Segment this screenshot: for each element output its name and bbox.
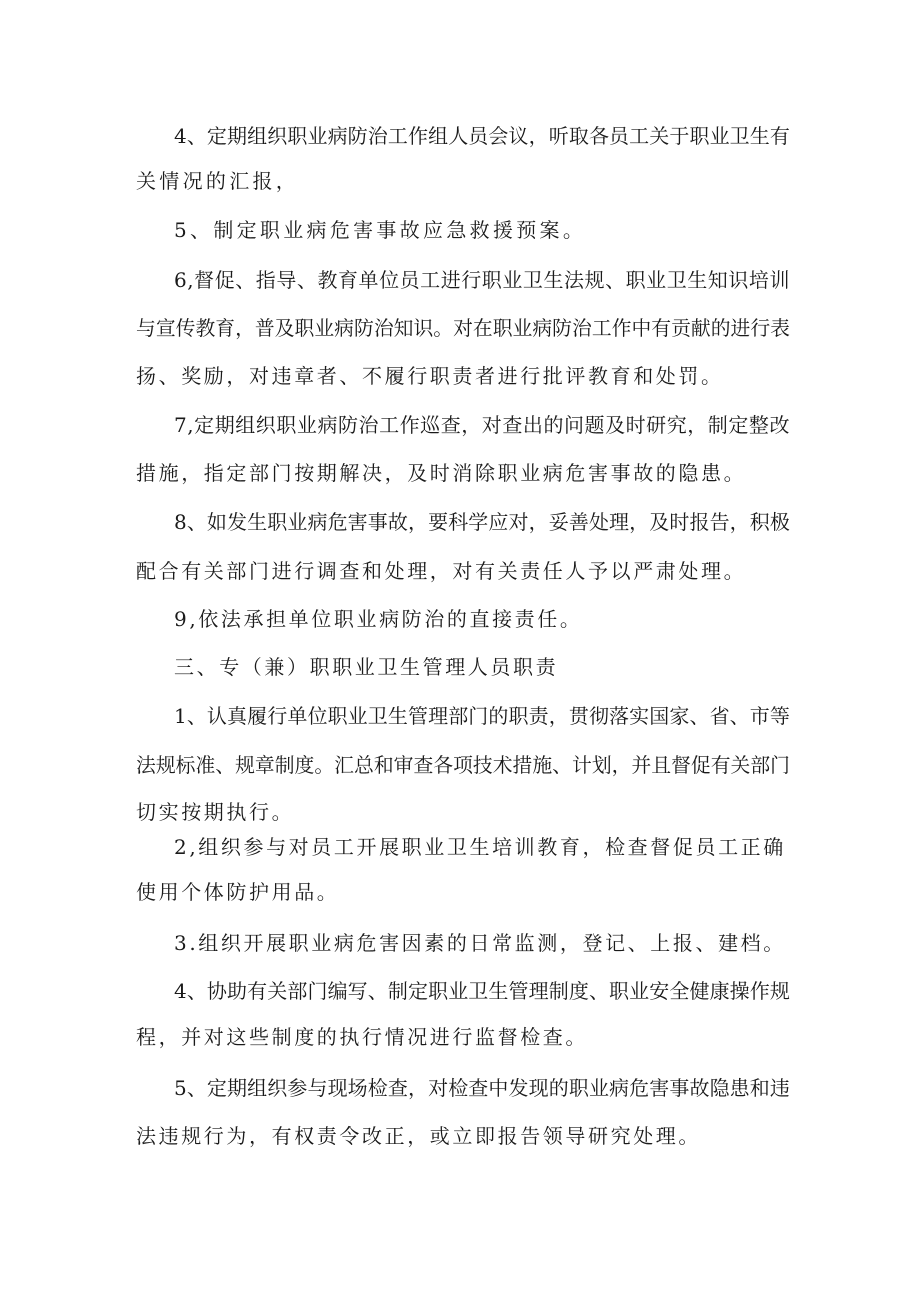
text-line: 8、如发生职业病危害事故，要科学应对，妥善处理，及时报告，积极 (174, 510, 790, 534)
text-line: 5、制定职业病危害事故应急救援预案。 (174, 218, 587, 242)
text-line: 使用个体防护用品。 (136, 880, 340, 904)
text-line: 措施，指定部门按期解决，及时消除职业病危害事故的隐患。 (136, 461, 747, 485)
section-heading: 三、专（兼）职职业卫生管理人员职责 (174, 655, 559, 679)
text-line: 法规标准、规章制度。汇总和审查各项技术措施、计划，并且督促有关部门 (136, 753, 790, 777)
text-line: 2,组织参与对员工开展职业卫生培训教育，检查督促员工正确 (174, 835, 786, 859)
text-line: 1、认真履行单位职业卫生管理部门的职责，贯彻落实国家、省、市等 (174, 704, 790, 728)
text-line: 关情况的汇报， (136, 169, 300, 193)
text-line: 6,督促、指导、教育单位员工进行职业卫生法规、职业卫生知识培训 (174, 268, 790, 292)
text-line: 4、协助有关部门编写、制定职业卫生管理制度、职业安全健康操作规 (174, 979, 790, 1003)
text-line: 7,定期组织职业病防治工作巡查，对查出的问题及时研究，制定整改 (174, 413, 790, 437)
text-line: 与宣传教育，普及职业病防治知识。对在职业病防治工作中有贡献的进行表 (136, 316, 790, 340)
text-line: 9,依法承担单位职业病防治的直接责任。 (174, 607, 583, 631)
text-line: 3.组织开展职业病危害因素的日常监测，登记、上报、建档。 (174, 931, 786, 955)
text-line: 配合有关部门进行调查和处理，对有关责任人予以严肃处理。 (136, 559, 747, 583)
text-line: 法违规行为，有权责令改正，或立即报告领导研究处理。 (136, 1124, 701, 1148)
text-line: 4、定期组织职业病防治工作组人员会议，听取各员工关于职业卫生有 (174, 124, 790, 148)
text-line: 切实按期执行。 (136, 800, 295, 824)
text-line: 5、定期组织参与现场检查，对检查中发现的职业病危害事故隐患和违 (174, 1076, 790, 1100)
text-line: 扬、奖励，对违章者、不履行职责者进行批评教育和处罚。 (136, 364, 724, 388)
text-line: 程，并对这些制度的执行情况进行监督检查。 (136, 1025, 588, 1049)
